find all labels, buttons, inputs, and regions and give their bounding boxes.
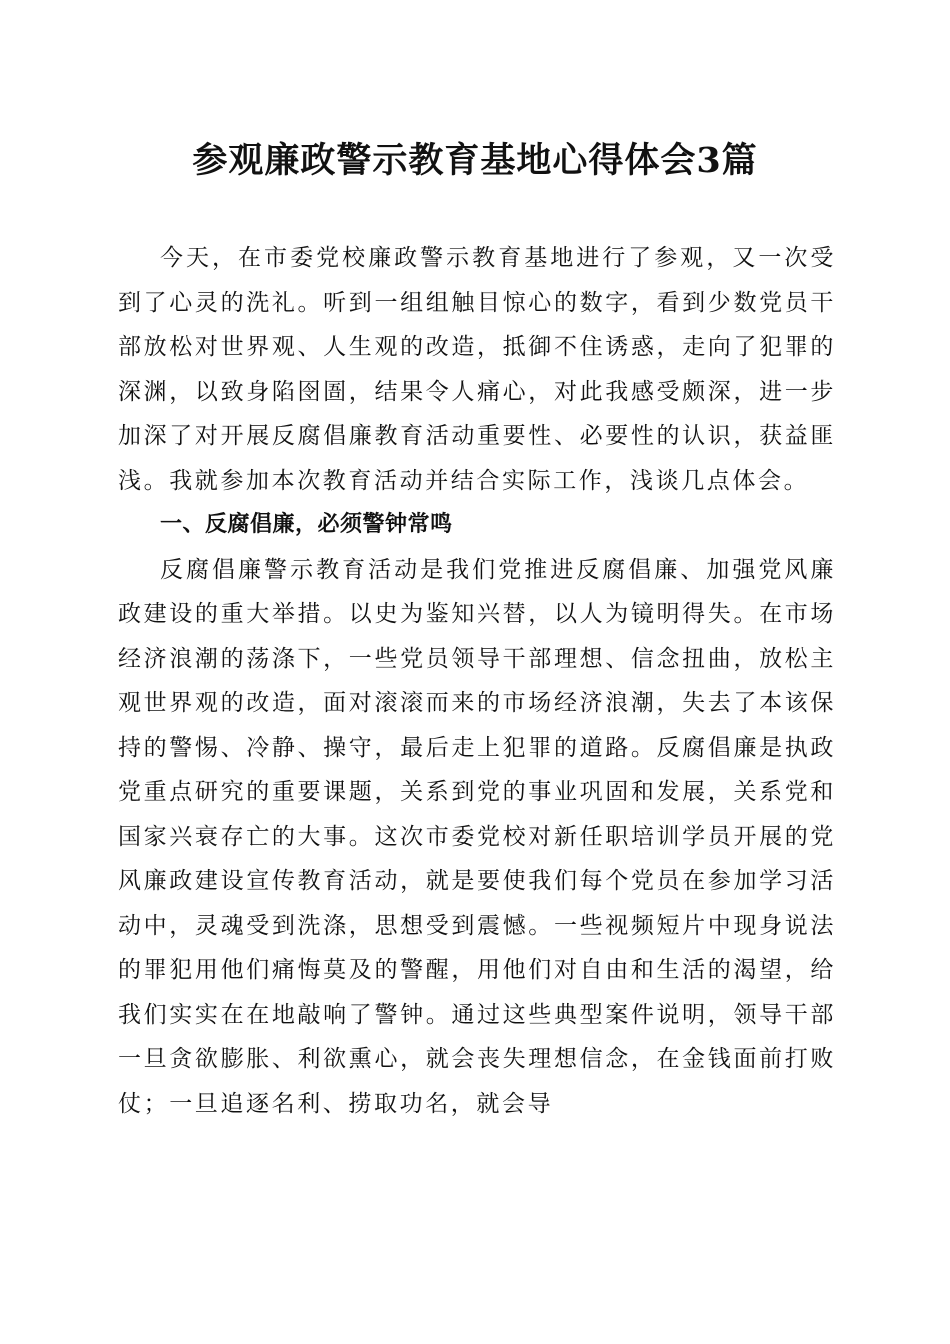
intro-paragraph: 今天，在市委党校廉政警示教育基地进行了参观，又一次受到了心灵的洗礼。听到一组组触目惊心的数字，看到少数党员干部放松对世界观、人生观的改造，抵御不住诱惑，走向了犯罪的深渊，以致身陷囹圄，结果令人痛心，对此我感受颇深，进一步加深了对开展反腐倡廉教育活动重要性、必要性的认识，获益匪浅。我就参加本次教育活动并结合实际工作，浅谈几点体会。 <box>118 245 836 494</box>
section-heading-1: 一、反腐倡廉，必须警钟常鸣 <box>160 512 453 537</box>
document-body <box>118 236 836 1126</box>
section-1-paragraph: 反腐倡廉警示教育活动是我们党推进反腐倡廉、加强党风廉政建设的重大举措。以史为鉴知兴替，以人为镜明得失。在市场经济浪潮的荡涤下，一些党员领导干部理想、信念扭曲，放松主观世界观的改造，面对滚滚而来的市场经济浪潮，失去了本该保持的警惕、冷静、操守，最后走上犯罪的道路。反腐倡廉是执政党重点研究的重要课题，关系到党的事业巩固和发展，关系党和国家兴衰存亡的大事。这次市委党校对新任职培训学员开展的党风廉政建设宣传教育活动，就是要使我们每个党员在参加学习活动中，灵魂受到洗涤，思想受到震憾。一些视频短片中现身说法的罪犯用他们痛悔莫及的警醒，用他们对自由和生活的渴望，给我们实实在在地敲响了警钟。通过这些典型案件说明，领导干部一旦贪欲膨胀、利欲熏心，就会丧失理想信念，在金钱面前打败仗；一旦追逐名利、捞取功名，就会导 <box>118 556 836 1117</box>
document-title: 参观廉政警示教育基地心得体会3篇 <box>192 140 758 181</box>
